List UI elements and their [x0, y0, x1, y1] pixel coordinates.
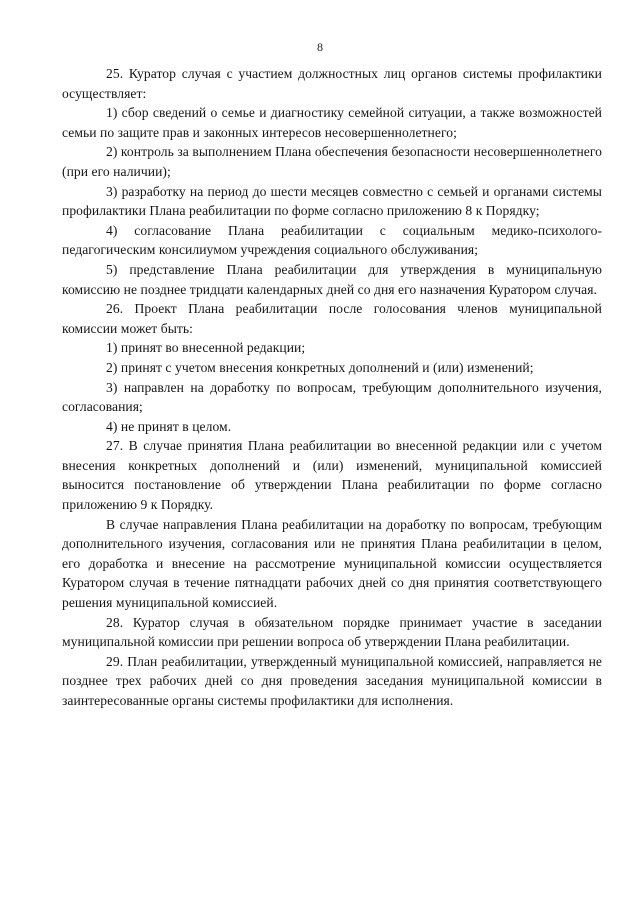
paragraph-25-item-4: 4) согласование Плана реабилитации с социальным медико-психолого-педагогическим консилиумом учреждения социального обслуживания;: [62, 222, 602, 258]
paragraph-28: 28. Куратор случая в обязательном порядке принимает участие в заседании муниципальной комиссии при решении вопроса об утверждении Плана реабилитации.: [62, 614, 602, 650]
paragraph-27-continued: В случае направления Плана реабилитации на доработку по вопросам, требующим дополнительного изучения, согласования или не принятия Плана реабилитации в целом, его доработка и внесение на рассмотрение муниципальной комиссии осуществляется Куратором случая в течение пятнадцати рабочих дней со дня принятия соответствующего решения муниципальной комиссией.: [62, 516, 602, 611]
paragraph-25-item-1: 1) сбор сведений о семье и диагностику семейной ситуации, а также возможностей семьи по защите прав и законных интересов несовершеннолетнего;: [62, 105, 602, 140]
paragraph-26-item-3: 3) направлен на доработку по вопросам, требующим дополнительного изучения, согласования;: [62, 379, 602, 415]
paragraph-25-intro: 25. Куратор случая с участием должностных лиц органов системы профилактики осуществляет:: [62, 66, 602, 101]
paragraph-26-item-1: 1) принят во внесенной редакции;: [106, 340, 306, 356]
paragraph-27: 27. В случае принятия Плана реабилитации во внесенной редакции или с учетом внесения конкретных дополнений и (или) изменений, муниципальной комиссией выносится постановление об утверждении Плана реабилитации по форме согласно приложению 9 к Порядку.: [62, 438, 602, 513]
paragraph-26-item-4: 4) не принят в целом.: [106, 418, 232, 434]
paragraph-26-intro: 26. Проект Плана реабилитации после голосования членов муниципальной комиссии может быть:: [62, 301, 602, 336]
paragraph-26-item-2: 2) принят с учетом внесения конкретных дополнений и (или) изменений;: [106, 359, 534, 375]
paragraph-25-item-5: 5) представление Плана реабилитации для утверждения в муниципальную комиссию не позднее тридцати календарных дней со дня его назначения Куратором случая.: [62, 261, 602, 297]
document-body: [62, 64, 602, 711]
page-number: 8: [317, 40, 323, 54]
paragraph-25-item-2: 2) контроль за выполнением Плана обеспечения безопасности несовершеннолетнего (при его наличии);: [62, 144, 602, 179]
paragraph-29: 29. План реабилитации, утвержденный муниципальной комиссией, направляется не позднее трех рабочих дней со дня проведения заседания муниципальной комиссии в заинтересованные органы системы профилактики для исполнения.: [62, 653, 602, 708]
paragraph-25-item-3: 3) разработку на период до шести месяцев совместно с семьей и органами системы профилактики Плана реабилитации по форме согласно приложению 8 к Порядку;: [62, 183, 602, 219]
